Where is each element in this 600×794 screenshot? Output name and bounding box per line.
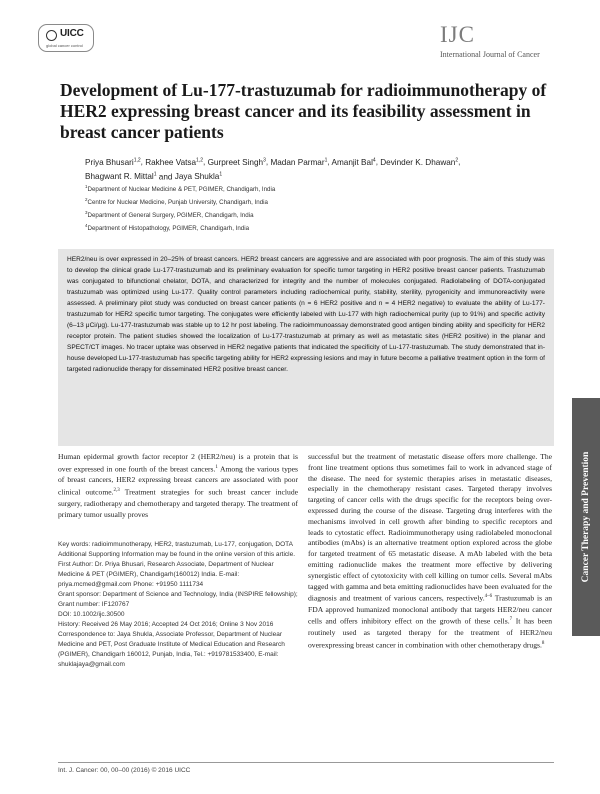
author[interactable] [270,158,327,167]
citation-ref[interactable]: 1 [215,464,218,470]
author-list: Priya Bhusari$^{1,2}$, Rakhee Vatsa$^{1,2}$, Gurpreet Singh$^3$, Madan Parmar$^1$, Amanjit Bal$^4$, Devinder K. Dhawan$^2$, Bhagwant R. Mittal$^1$ and Jaya Shukla$^1$ [85,157,461,182]
author-affiliation-ref: 2 [455,157,459,163]
author-affiliation-ref: 3 [263,157,266,163]
citation-ref[interactable]: 8 [541,640,545,646]
body-text: Trastuzumab is an FDA approved humanized monoclonal antibody that targets HER2/neu cancer cells and offers inhibitory effect on the growth of these cells. [308,593,552,627]
affiliation [85,195,485,208]
citation-ref[interactable]: 2,3 [113,488,120,494]
author-affiliation-ref: 1 [153,171,157,178]
page-footer: Int. J. Cancer: 00, 00–00 (2016) © 2016 UICC [58,767,191,774]
affiliation-text: Centre for Nuclear Medicine, Punjab University, Chandigarh, India [87,199,268,207]
author[interactable] [331,158,375,167]
body-paragraph [58,452,298,521]
affiliation-number: 1 [85,184,88,189]
footer-divider [58,762,554,763]
correspondence: Correspondence to: Jaya Shukla, Associate Professor, Department of Nuclear Medicine and PET, Post Graduate Institute of Medical Education and Research (PGIMER), Chandigarh 160012, Punjab, India, Tel.: +919781533400, E-mail: shuklajaya@gmail.com [58,631,285,668]
author[interactable] [145,158,203,167]
author-name: Gurpreet Singh [207,157,264,167]
author-name: Rakhee Vatsa [145,157,197,167]
body-text: Human epidermal growth factor receptor 2 (HER2/neu) is a protein that is over expressed in one fourth of the breast cancers. [58,452,298,474]
body-paragraph [308,452,552,651]
author-affiliation-ref: 1 [219,171,223,178]
affiliation-text: Department of Nuclear Medicine & PET, PGIMER, Chandigarh, India [87,186,276,194]
journal-abbreviation: IJC [440,22,475,47]
author-name: Priya Bhusari [85,157,134,167]
author[interactable] [85,158,141,167]
body-text: Among the various types of breast cancers, HER2 expressing breast cancers are associated with poor clinical outcome. [58,464,298,497]
author-affiliation-ref: 1,2 [133,157,141,163]
first-author-note: First Author: Dr. Priya Bhusari, Research Associate, Department of Nuclear Medicine & PET (PGIMER), Chandigarh(160012) India. E-mail: priya.mcmed@gmail.com Phone: +91950 1111734 [58,561,274,588]
globe-icon [46,30,57,41]
affiliation [85,208,485,221]
body-text: Treatment strategies for such breast cancer include surgery, radiotherapy and chemotherapy and targeted therapy. The treatment of primary tumor usually proves [58,487,298,519]
affiliation [85,221,485,234]
author-name: Madan Parmar [270,157,325,167]
author-affiliation-ref: 1,2 [196,157,203,163]
supporting-info-note: Additional Supporting Information may be found in the online version of this article. [58,551,296,558]
logo-text: UICC [60,28,84,39]
author-name: Bhagwant R. Mittal [85,172,154,182]
article-metadata [58,540,298,670]
affiliation-text: Department of Histopathology, PGIMER, Chandigarh, India [87,225,250,233]
history: History: Received 26 May 2016; Accepted 24 Oct 2016; Online 3 Nov 2016 [58,621,274,628]
citation-ref[interactable]: 4–6 [484,594,493,600]
affiliation-list [85,182,485,234]
affiliation [85,182,485,195]
uicc-logo [38,24,94,52]
citation-ref[interactable]: 7 [509,617,513,623]
abstract-text: HER2/neu is over expressed in 20–25% of breast cancers. HER2 breast cancers are aggressive and are associated with poor prognosis. The aim of this study was to develop the clinical grade Lu-177-trastuzumab and its preliminary evaluation for specific tumor targeting in HER2 positive breast cancer patients. Trastuzumab was conjugated to bifunctional chelator, DOTA, and characterized for integrity and the number of molecules conjugated. Radiolabeling of DOTA-conjugated trastuzumab was optimized using Lu-177. Quality control parameters including radiochemical purity, stability, sterility, pyrogenicity and immunoreactivity were assessed. A preliminary pilot study was conducted on breast cancer patients (n = 6 HER2 positive and n = 4 HER2 negative) to evaluate the ability of Lu-177-trastuzumab for HER2 specific tumor targeting. The conjugates were efficiently labeled with Lu-177 with high radiochemical purity (up to 91%) and specific activity (6–13 μCi/μg). Lu-177-trastuzumab was stable up to 12 hr post labeling. The radioimmunoassay demonstrated good antigen binding ability and specificity for HER2 receptor protein. The patient studies showed the localization of Lu-177-trastuzumab at primary as well as metastatic sites (HER2 positive) in the planar and SPECT/CT images. No tracer uptake was observed in HER2 negative patients that indicated the specificity of Lu-177-trastuzumab. The study demonstrated that in-house developed Lu-177-trastuzumab has specific targeting ability for HER2 expressing lesions and may in future become a palliative treatment option in the form of targeted radionuclide therapy for disseminated HER2 positive breast cancer. [67,256,545,373]
doi[interactable]: DOI: 10.1002/ijc.30500 [58,611,125,618]
body-column-left [58,452,298,521]
section-label: Cancer Therapy and Prevention [581,451,591,583]
author[interactable] [208,158,266,167]
author[interactable] [175,172,222,181]
grant-note: Grant sponsor: Department of Science and Technology, India (INSPIRE fellowship); Grant number: IF120767 [58,591,298,608]
logo-subtitle: global cancer control [46,43,83,48]
author-affiliation-ref: 4 [372,157,376,163]
author-name: Jaya Shukla [174,172,220,182]
author[interactable] [85,172,157,181]
author[interactable] [380,158,458,167]
affiliation-number: 4 [85,223,88,229]
keywords: Key words: radioimmunotherapy, HER2, trastuzumab, Lu-177, conjugation, DOTA [58,541,293,548]
body-text: successful but the treatment of metastatic disease offers more challenge. The front line treatment options thus sometimes fail to work in advanced stage of the disease. The need for systemic therapies arises in metastatic diseases, especially in the chemotherapy resistant cases. Targeted therapy involves targeting of cancer cells with the drugs specific for the receptors being over-expressed during the course of the disease. Targeting drug interferes with the mechanisms involved in cell growth after binding to specific receptors and leads to cytostatic effect. Radioimmunotherapy using radiolabeled monoclonal antibodies (mAbs) is an alternative treatment option explored across the globe for targeted treatment of 65 metastatic disease. A mAb labeled with the beta emitting radionuclide makes the treatment more effective by delivering synergistic effect of cytotoxicity with cell killing on tumor cells. Several mAbs tagged with gamma and beta emitting radionuclides have been evaluated for the diagnosis and treatment of various cancers, respectively. [308,452,552,603]
journal-name: International Journal of Cancer [440,50,540,59]
affiliation-number: 3 [85,210,88,216]
affiliation-text: Department of General Surgery, PGIMER, Chandigarh, India [87,212,254,220]
abstract-box [58,249,554,446]
author-name: Devinder K. Dhawan [380,157,456,167]
author-affiliation-ref: 1 [324,157,328,163]
body-column-right [308,452,552,759]
article-title: Development of Lu-177-trastuzumab for radioimmunotherapy of HER2 expressing breast cancer and its feasibility assessment in breast cancer patients [60,80,547,142]
author-name: Amanjit Bal [331,157,373,167]
affiliation-number: 2 [85,197,88,203]
body-text: It has been routinely used as targeted therapy for the treatment of HER2/neu overexpressing breast cancer in combination with other chemotherapy drugs. [308,617,552,650]
section-side-tab [572,398,600,636]
